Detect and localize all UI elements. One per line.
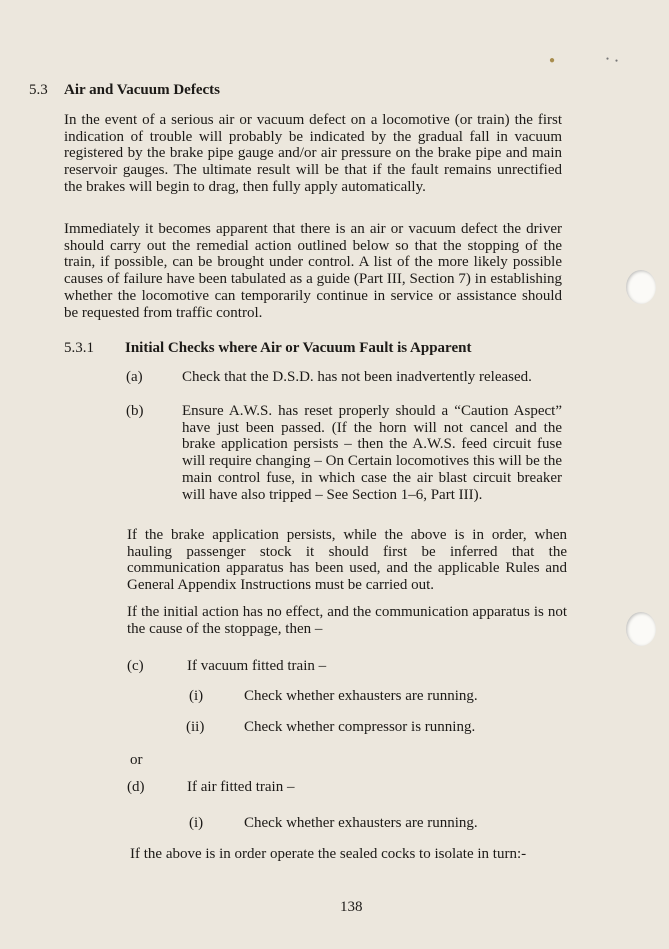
ink-speck: ● <box>606 57 610 62</box>
item-c-ii-label: (ii) <box>186 719 205 735</box>
paragraph-intro: In the event of a serious air or vacuum defect on a locomotive (or train) the first indication of trouble will probably be indicated by the gradual fall in vacuum registered by the brake pipe gauge and/or air pressure on the brake pipe and main reservoir gauges. The ultimate result will be that if the fault remains unrectified the brakes will begin to drag, then fully apply automatically. <box>64 112 562 195</box>
item-d-i-label: (i) <box>189 815 204 831</box>
item-d-text: If air fitted train – <box>187 779 295 795</box>
or-text: or <box>130 752 143 768</box>
page-number: 138 <box>340 899 363 915</box>
item-d-i-text: Check whether exhausters are running. <box>244 815 478 831</box>
item-c-i-label: (i) <box>189 688 204 704</box>
item-c-label: (c) <box>127 658 144 674</box>
ink-speck: ● <box>549 55 556 66</box>
punch-hole <box>626 612 656 646</box>
paragraph-initial-action: If the initial action has no effect, and the communication apparatus is not the cause of the stoppage, then – <box>127 604 567 637</box>
item-c-i-text: Check whether exhausters are running. <box>244 688 478 704</box>
item-a-text: Check that the D.S.D. has not been inadvertently released. <box>182 369 532 385</box>
item-b-text: Ensure A.W.S. has reset properly should a “Caution Aspect” have just been passed. (If the horn will not cancel and the brake application persists – then the A.W.S. feed circuit fuse will require changing – On Certain locomotives this will be the main control fuse, in which case the air blast circuit breaker will have also tripped – See Section 1–6, Part III). <box>182 403 562 503</box>
section-number: 5.3 <box>29 82 48 98</box>
paragraph-remedial: Immediately it becomes apparent that there is an air or vacuum defect the driver should carry out the remedial action outlined below so that the stopping of the train, if possible, can be brought under control. A list of the more likely possible causes of failure have been tabulated as a guide (Part III, Section 7) in establishing whether the locomotive can temporarily continue in service or assistance should be requested from traffic control. <box>64 221 562 321</box>
item-c-text: If vacuum fitted train – <box>187 658 327 674</box>
subsection-title: Initial Checks where Air or Vacuum Fault is Apparent <box>125 340 472 356</box>
item-a-label: (a) <box>126 369 143 385</box>
closing-paragraph: If the above is in order operate the sealed cocks to isolate in turn:- <box>130 846 527 862</box>
item-d-label: (d) <box>127 779 145 795</box>
punch-hole <box>626 270 656 304</box>
subsection-number: 5.3.1 <box>64 340 94 356</box>
item-c-ii-text: Check whether compressor is running. <box>244 719 476 735</box>
section-title: Air and Vacuum Defects <box>64 82 220 98</box>
paragraph-brake-persists: If the brake application persists, while the above is in order, when hauling passenger stock it should first be inferred that the communication apparatus has been used, and the applicable Rules and General Appendix Instructions must be carried out. <box>127 527 567 594</box>
item-b-label: (b) <box>126 403 144 419</box>
ink-speck: ● <box>615 59 619 64</box>
